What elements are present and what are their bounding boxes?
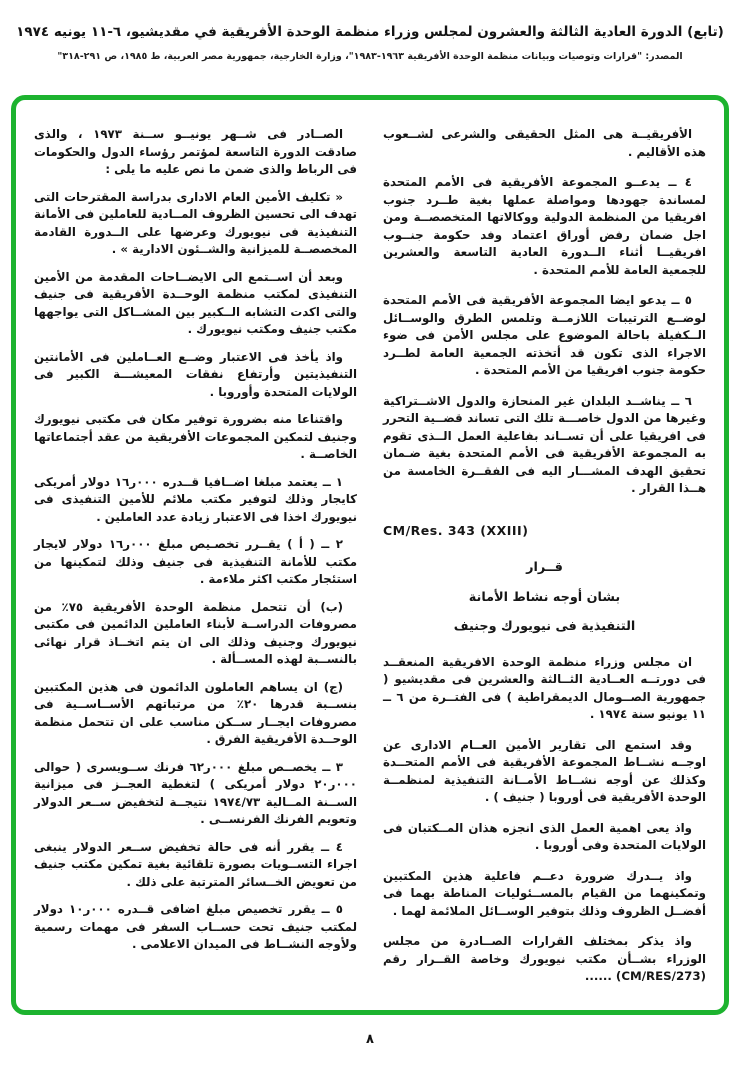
page-number: ٨ (366, 1032, 374, 1047)
paragraph: ٥ ــ يدعو ايضا المجموعة الأفريقية فى الأمم المتحدة لوضــع الترتيبات اللازمــة وتلمس الطرق والوســائل الــكفيلة باحالة الموضوع على مجلس الأمن فى ضوء الاجراء الذى تكون قد أتخذته الجمعية العامة لطــرد حكومة جنوب افريقيا من الأمم المتحدة . (383, 293, 706, 377)
paragraph: ٤ ــ يدعــو المجموعة الأفريقية فى الأمم المتحدة لمساندة جهودها ومواصلة عملها بغية طــرد جنوب افريقيا من المنظمة الدولية ووكالاتها المتخصصــة ومن اجل ضمان رفض أوراق اعتماد وفد حكومة جنــوب افريقيــا أثناء الــدورة العادية التاسعة والعشرين للجمعية العامة للأمم المتحدة . (383, 175, 706, 277)
paragraph: واذ يذكر بمختلف القرارات الصــادرة من مجلس الوزراء بشــأن مكتب نيويورك وخاصة القــرار رقم (CM/RES/273) ...... (383, 934, 706, 983)
paragraph: ان مجلس وزراء منظمة الوحدة الافريقية المنعقــد فى دورتــه العــادية الثــالثة والعشرين فى مقديشيو ( جمهورية الصــومال الديمقراطية ) فى الفتــرة من ٦ ــ ١١ يونيو سنة ١٩٧٤ . (383, 654, 706, 721)
two-column-layout (34, 126, 706, 1000)
paragraph: ٢ ــ ( أ ) يقــرر تخصـيص مبلغ ٠٠٠ر١٦ دولار لايجار مكتب للأمانة التنفيذية فى جنيف وذلك لتمكينها من استئجار مكتب اكثر ملاءمة . (34, 537, 357, 586)
page-footer (0, 1032, 740, 1047)
resolution-heading-line3: التنفيذية فى نيويورك وجنيف (453, 619, 636, 634)
resolution-reference-label: CM/Res. 343 (XXIII) (383, 522, 529, 538)
paragraph: واذ يــدرك ضرورة دعــم فاعلية هذين المكتبين وتمكينهما من القيام بالمســئوليات المناطة بهما فى أفضــل الظروف وذلك بتوفير الوســائل الملائمة لهما . (383, 868, 706, 918)
column-left (34, 126, 357, 1000)
content-frame (11, 95, 729, 1015)
header-source-line: المصدر: "قرارات وتوصيات وبيانات منظمة الوحدة الأفريقية ١٩٦٣-١٩٨٣"، وزارة الخارجية، جمهورية مصر العربية، ط ١٩٨٥، ص ٢٩١-٣١٨" (57, 51, 683, 62)
paragraph: ٤ ــ يقرر أنه فى حالة تخفيض ســعر الدولار ينبغى اجراء التســويات بصورة تلقائية بغية تمكين مكتب جنيف من تعويض الخــسائر المترتبة على ذلك . (34, 839, 357, 889)
paragraph: واذ يعى اهمية العمل الذى انجزه هذان المــكتبان فى الولايات المتحدة وفى أوروبا . (383, 820, 706, 852)
paragraph: وبعد أن اســتمع الى الايضــاحات المقدمة من الأمين التنفيذى لمكتب منظمة الوحــدة الأفريقية فى جنيف والتى اكدت التشابه الــكبير بين المشــاكل التى يواجهها مكتب جنيف ومكتب نيويورك . (34, 269, 357, 336)
paragraph: ١ ــ يعتمد مبلغا اضــافيا قــدره ٠٠٠ر١٦ دولار أمريكى كايجار وذلك لتوفير مكتب ملائم للأمين التنفيذى فى نيويورك اخذا فى الاعتبار زيادة عدد العاملين . (34, 474, 357, 524)
page-header (0, 0, 740, 62)
header-title: (تابع) الدورة العادية الثالثة والعشرون لمجلس وزراء منظمة الوحدة الأفريقية في مقديشيو، ٦-١١ يونيه ١٩٧٤ (16, 24, 724, 40)
paragraph: وقد استمع الى تقارير الأمين العــام الادارى عن اوجــه نشــاط المجموعة الأفريقية فى الأمم المتحــدة وكذلك عن أوجه نشــاط الأمــانة التنفيذية لمنظمــة الوحدة الأفريقية فى أوروبا ( جنيف ) . (383, 737, 706, 804)
resolution-heading-line2: بشان أوجه نشاط الأمانة (468, 589, 621, 605)
column-right (383, 126, 706, 1000)
paragraph: الأفريقيــة هى المثل الحقيقى والشرعى لشــعوب هذه الأقاليم . (383, 127, 706, 159)
paragraph: (ب) أن تتحمل منظمة الوحدة الأفريقية ٧٥٪ من مصروفات الدراســة لأبناء العاملين الدائمين فى مكتبى نيويورك وجنيف وذلك الى ان يتم اتخــاذ قرار نهائى بالنســبة لهذه المســألة . (34, 599, 357, 666)
paragraph: الصــادر فى شــهر يونيــو ســنة ١٩٧٣ ، والذى صادقت الدورة التاسعة لمؤتمر رؤساء الدول والحكومات فى الرباط والذى ضمن ما نص عليه ما يلى : (34, 127, 357, 176)
paragraph: واقتناعا منه بضرورة توفير مكان فى مكتبى نيويورك وجنيف لتمكين المجموعات الأفريقية من عقد أجتماعاتها الخاصــة . (34, 412, 357, 461)
paragraph: « تكليف الأمين العام الادارى بدراسة المقترحات التى تهدف الى تحسين الظروف المــادية للعاملين فى الأمانة التنفيذية فى نيويورك وعرضها على الــدورة القادمة المخصصــة للميزانية والشــئون الادارية » . (34, 189, 357, 256)
paragraph: (ج) ان يساهم العاملون الدائمون فى هذين المكتبين بنســبة قدرها ٢٠٪ من مرتباتهم الأســاســية فى مصروفات ايجــار ســكن مناسب على ان تتحمل منظمة الوحــدة الأفريقية الفرق . (34, 679, 357, 746)
paragraph: واذ يأخذ فى الاعتبار وضــع العــاملين فى الأمانتين التنفيذيتين وأرتفاع نفقات المعيشـــة الكبير فى الولايات المتحدة وأوروبا . (34, 349, 357, 399)
paragraph: ٣ ــ يخصــص مبلغ ٠٠٠ر٦٢ فرنك ســويسرى ( حوالى ٠٠٠ر٢٠ دولار أمريكى ) لتغطية العجــز فى ميزانية الســنة المــالية ١٩٧٤/٧٣ نتيجــة لتخفيض ســعر الدولار وتعويم الفرنك الفرنســى . (34, 759, 357, 826)
paragraph: ٦ ــ يناشــد البلدان غير المنحازة والدول الاشــتراكية وغيرها من الدول خاصـــة تلك التى تساند قضــية التحرر فى افريقيا على أن تســاند بفاعلية العمل الــذى تقوم به المجموعة الأفريقية فى الأمم المتحدة بغية ضـمان تحقيق الهدف المشـــار اليه فى الفقــرة الخامسة من هــذا القرار . (383, 393, 706, 495)
paragraph: ٥ ــ يقرر تخصيص مبلغ اضافى قــدره ٠٠٠ر١٠ دولار لمكتب جنيف تحت حســاب السفر فى مهمات رسمية ولأوجه النشــاط فى الميدان الاعلامى . (34, 902, 357, 951)
resolution-heading-line1: قــرار (526, 560, 563, 575)
